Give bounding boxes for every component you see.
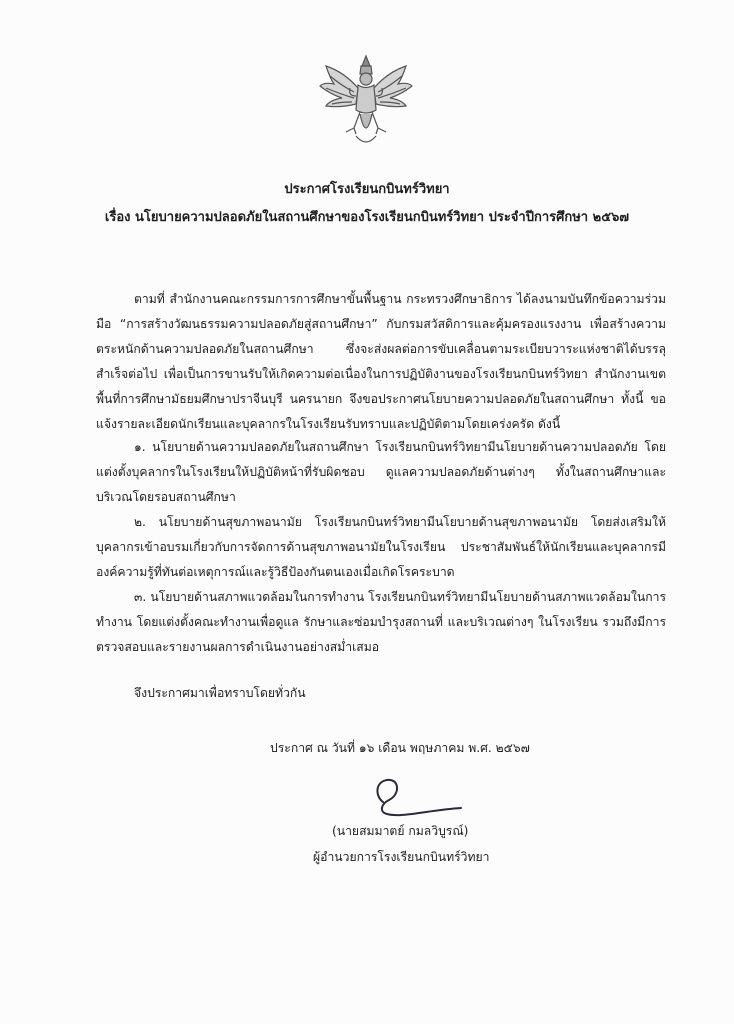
announcement-date: ประกาศ ณ วันที่ ๑๖ เดือน พฤษภาคม พ.ศ. ๒๕๖๗ <box>270 741 530 755</box>
document-subject: เรื่อง นโยบายความปลอดภัยในสถานศึกษาของโรงเรียนกบินทร์วิทยา ประจำปีการศึกษา ๒๕๖๗ <box>104 210 630 225</box>
policy-health-paragraph: ๒. นโยบายด้านสุขภาพอนามัย โรงเรียนกบินทร์วิทยามีนโยบายด้านสุขภาพอนามัย โดยส่งเสริมให้บุคลากรเข้าอบรมเกี่ยวกับการจัดการด้านสุขภาพอนามัยในโรงเรียน ประชาสัมพันธ์ให้นักเรียนและบุคลากรมีองค์ความรู้ที่ทันต่อเหตุการณ์และรู้วิธีป้องกันตนเองเมื่อเกิดโรคระบาด <box>96 515 666 579</box>
garuda-emblem-icon <box>316 52 416 152</box>
document-title: ประกาศโรงเรียนกบินทร์วิทยา <box>284 182 450 197</box>
signer-name: (นายสมมาตย์ กมลวิบูรณ์) <box>332 824 469 838</box>
intro-paragraph: ตามที่ สำนักงานคณะกรรมการการศึกษาขั้นพื้นฐาน กระทรวงศึกษาธิการ ได้ลงนามบันทึกข้อความร่วมมือ “การสร้างวัฒนธรรมความปลอดภัยสู่สถานศึกษา” กับกรมสวัสดิการและคุ้มครองแรงงาน เพื่อสร้างความตระหนักด้านความปลอดภัยในสถานศึกษา ซึ่งจะส่งผลต่อการขับเคลื่อนตามระเบียบวาระแห่งชาติได้บรรลุสำเร็จต่อไป เพื่อเป็นการขานรับให้เกิดความต่อเนื่องในการปฏิบัติงานของโรงเรียนกบินทร์วิทยา สำนักงานเขตพื้นที่การศึกษามัธยมศึกษาปราจีนบุรี นครนายก จึงขอประกาศนโยบายความปลอดภัยในสถานศึกษา ทั้งนี้ ขอแจ้งรายละเอียดนักเรียนและบุคลากรในโรงเรียนรับทราบและปฏิบัติตามโดยเคร่งครัด ดังนี้ <box>96 292 666 431</box>
signer-title: ผู้อำนวยการโรงเรียนกบินทร์วิทยา <box>313 850 490 864</box>
closing-statement: จึงประกาศมาเพื่อทราบโดยทั่วกัน <box>134 686 306 700</box>
handwritten-signature <box>325 772 465 822</box>
policy-environment-paragraph: ๓. นโยบายด้านสภาพแวดล้อมในการทำงาน โรงเรียนกบินทร์วิทยามีนโยบายด้านสภาพแวดล้อมในการทำงาน โดยแต่งตั้งคณะทำงานเพื่อดูแล รักษาและซ่อมบำรุงสถานที่ และบริเวณต่างๆ ในโรงเรียน รวมถึงมีการตรวจสอบและรายงานผลการดำเนินงานอย่างสม่ำเสมอ <box>96 590 666 654</box>
policy-safety-paragraph: ๑. นโยบายด้านความปลอดภัยในสถานศึกษา โรงเรียนกบินทร์วิทยามีนโยบายด้านความปลอดภัย โดยแต่งตั้งบุคลากรในโรงเรียนให้ปฏิบัติหน้าที่รับผิดชอบ ดูแลความปลอดภัยด้านต่างๆ ทั้งในสถานศึกษาและบริเวณโดยรอบสถานศึกษา <box>96 440 666 504</box>
